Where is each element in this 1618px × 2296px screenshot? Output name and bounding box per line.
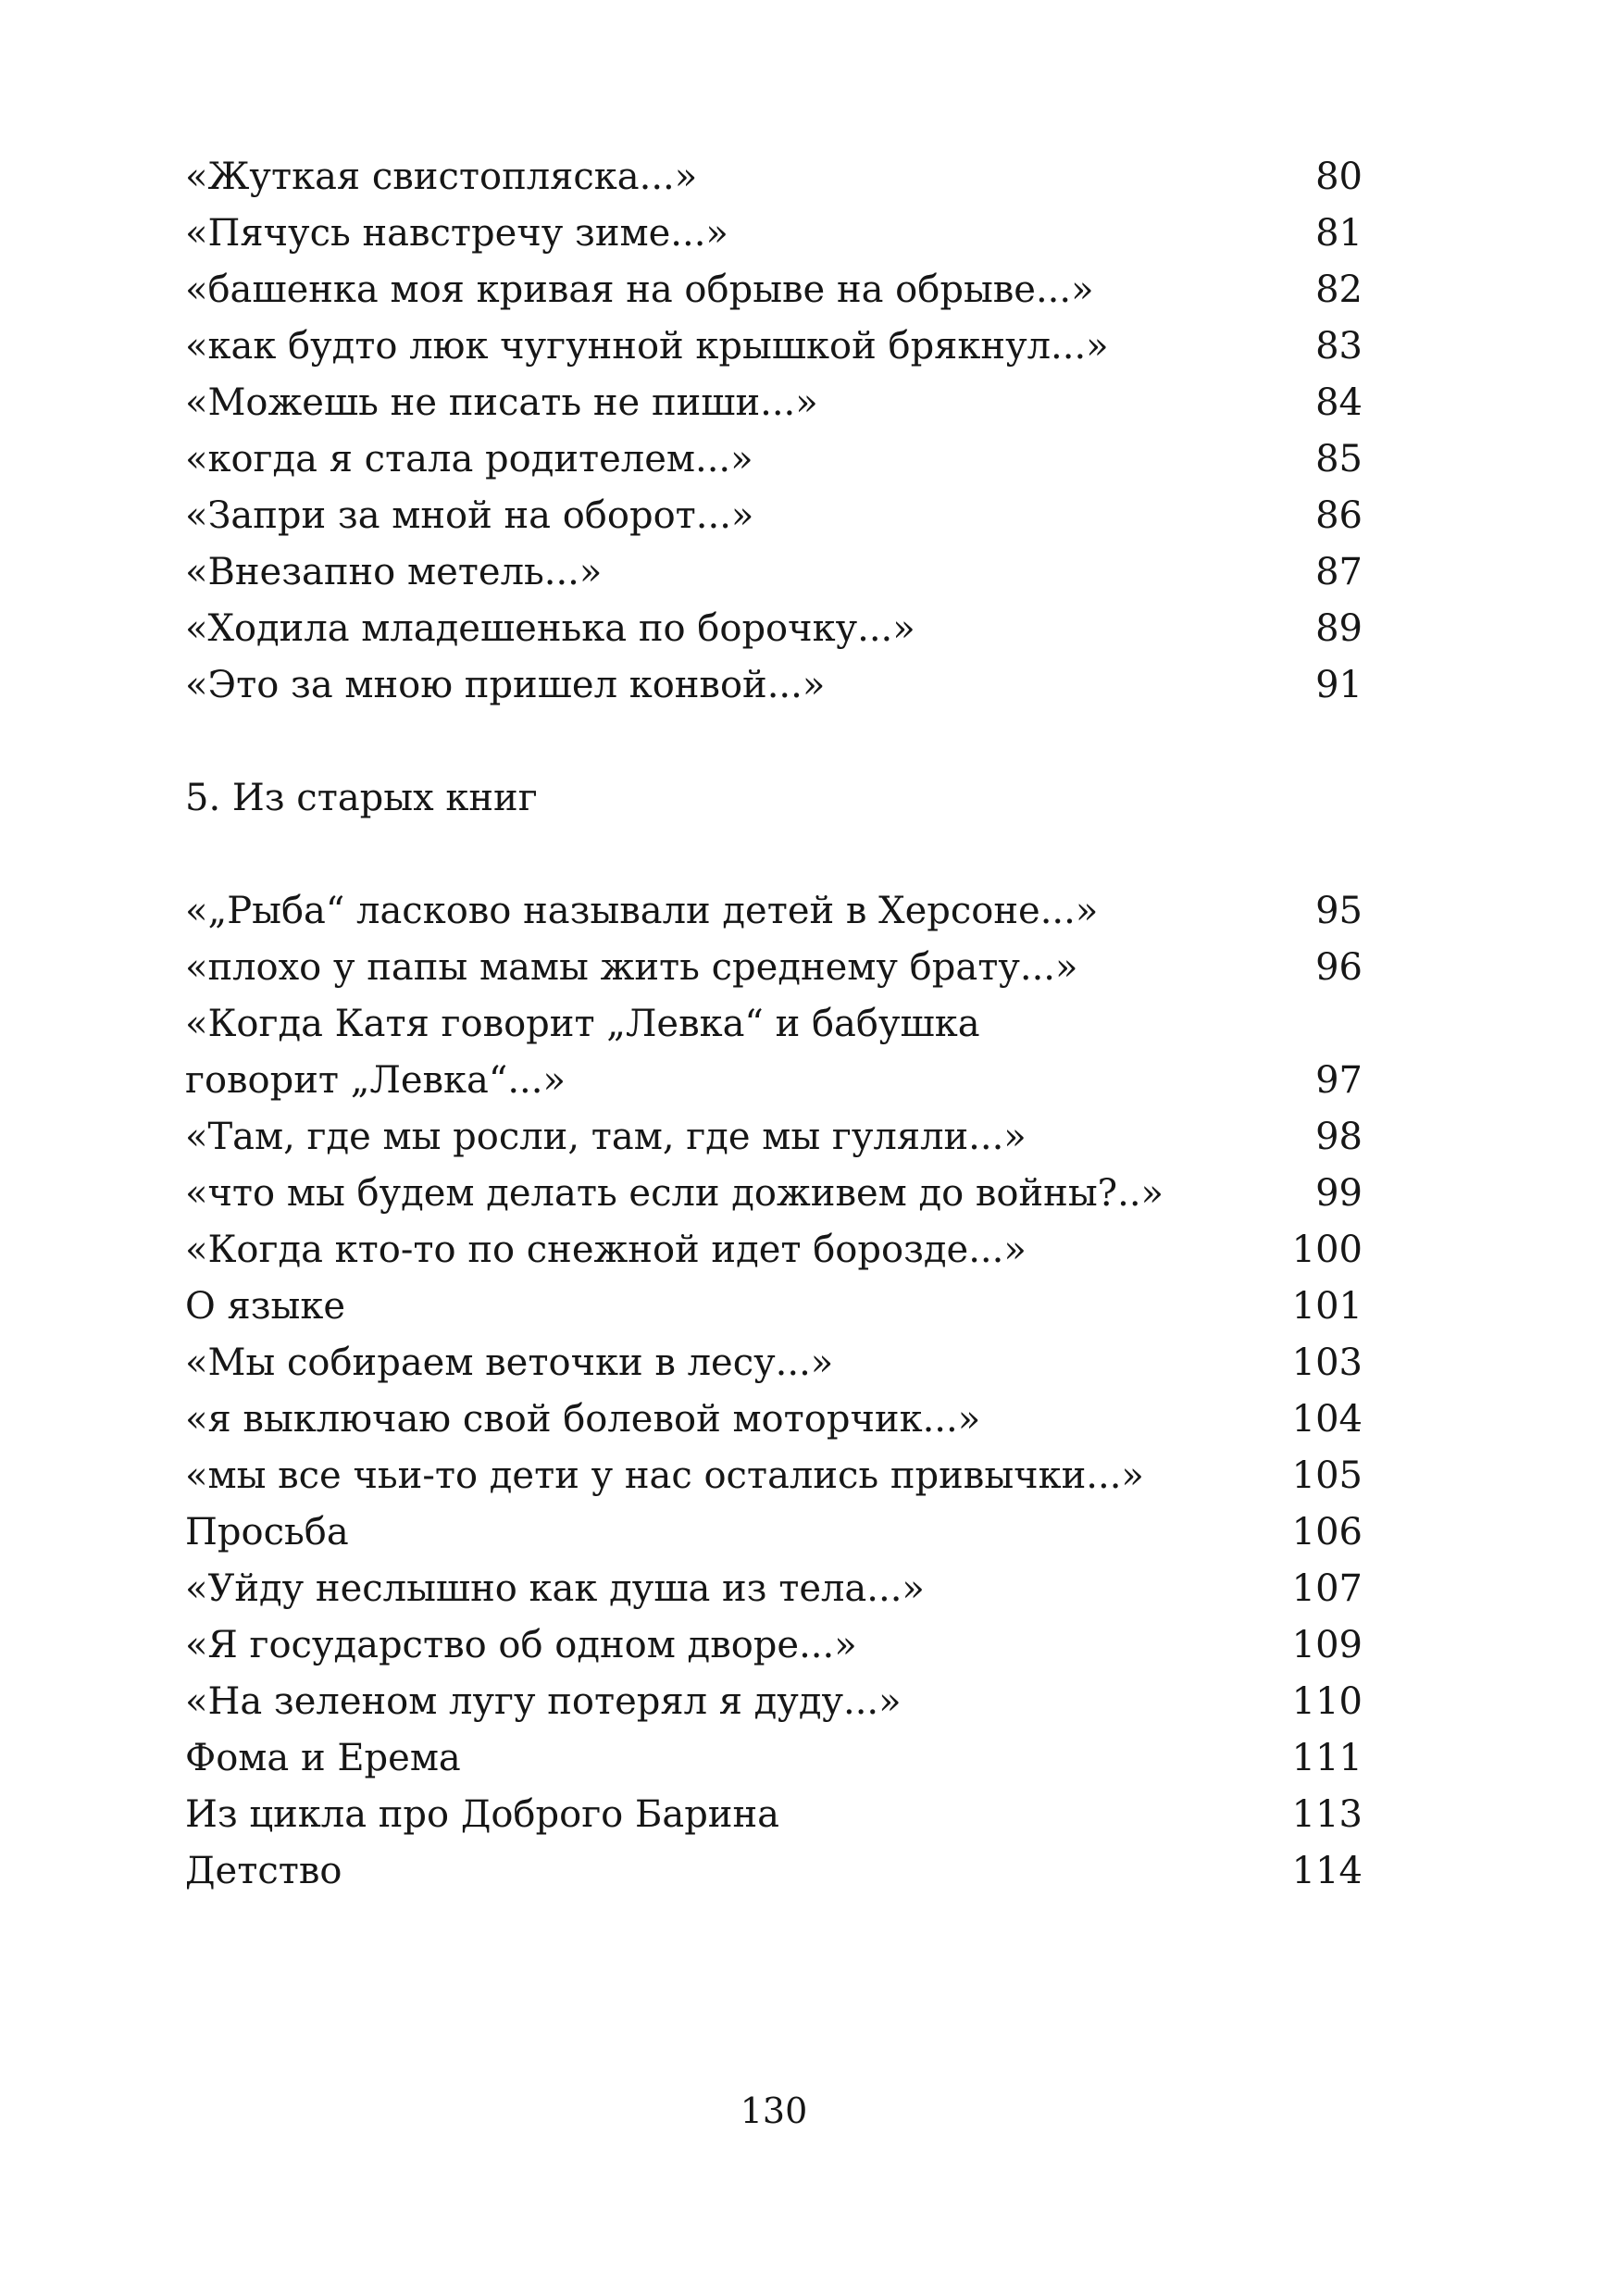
page-number: 130: [740, 2090, 808, 2131]
toc-entry: [185, 206, 1363, 262]
toc-entry: [185, 1391, 1363, 1448]
toc-entry-title: «Пячусь навстречу зиме...»: [185, 212, 728, 255]
toc-entry-page: 89: [1315, 607, 1363, 650]
toc-entry: [185, 1504, 1363, 1561]
toc-entry: [185, 1448, 1363, 1504]
table-of-contents: [185, 149, 1363, 1900]
toc-entry-title: О языке: [185, 1285, 346, 1328]
toc-entry-page: 110: [1291, 1680, 1363, 1723]
toc-entry-title-continuation: говорит „Левка“...»: [185, 1059, 566, 1102]
toc-group-bottom: [185, 883, 1363, 1900]
toc-entry-title: «Запри за мной на оборот...»: [185, 494, 754, 537]
toc-entry: [185, 1279, 1363, 1335]
toc-entry: [185, 1335, 1363, 1391]
toc-entry: [185, 1561, 1363, 1617]
toc-entry-page: 104: [1291, 1398, 1363, 1441]
toc-entry-title: «„Рыба“ ласково называли детей в Херсоне...»: [185, 890, 1099, 932]
toc-entry-page: 83: [1315, 325, 1363, 368]
toc-entry-page: 99: [1315, 1172, 1363, 1215]
toc-entry-title: «Это за мною пришел конвой...»: [185, 664, 826, 706]
toc-entry: [185, 262, 1363, 318]
toc-entry-page: 87: [1315, 551, 1363, 593]
toc-entry-page: 113: [1291, 1793, 1363, 1836]
toc-entry: [185, 1843, 1363, 1900]
toc-entry: [185, 940, 1363, 996]
toc-entry: [185, 544, 1363, 601]
toc-entry-page: 97: [1315, 1059, 1363, 1102]
toc-entry: [185, 375, 1363, 431]
toc-entry: [185, 1166, 1363, 1222]
toc-entry-page: 82: [1315, 268, 1363, 311]
toc-entry-page: 80: [1315, 156, 1363, 198]
toc-entry-title: «когда я стала родителем...»: [185, 438, 753, 480]
toc-entry: [185, 657, 1363, 714]
toc-entry-title: «Я государство об одном дворе...»: [185, 1624, 857, 1666]
toc-entry: [185, 1617, 1363, 1674]
toc-entry-title: «Когда кто-то по снежной идет борозде...»: [185, 1229, 1027, 1271]
toc-entry: [185, 149, 1363, 206]
toc-entry-title: «Внезапно метель...»: [185, 551, 603, 593]
toc-group-top: [185, 149, 1363, 714]
toc-entry: [185, 488, 1363, 544]
toc-entry-title: «как будто люк чугунной крышкой брякнул...»: [185, 325, 1109, 368]
toc-entry-page: 85: [1315, 438, 1363, 480]
toc-entry: [185, 996, 1363, 1109]
toc-entry: [185, 1787, 1363, 1843]
toc-entry-title: «Там, где мы росли, там, где мы гуляли...»: [185, 1116, 1027, 1158]
toc-entry-title: «мы все чьи-то дети у нас остались привычки...»: [185, 1454, 1144, 1497]
toc-entry-title: Детство: [185, 1850, 342, 1892]
toc-entry-page: 91: [1315, 664, 1363, 706]
toc-entry-title: «башенка моя кривая на обрыве на обрыве...»: [185, 268, 1094, 311]
section-heading: 5. Из старых книг: [185, 777, 538, 819]
toc-entry-page: 101: [1291, 1285, 1363, 1328]
toc-entry: [185, 1674, 1363, 1730]
toc-entry-title: «Можешь не писать не пиши...»: [185, 381, 818, 424]
toc-entry-title: Просьба: [185, 1511, 349, 1554]
toc-entry-title: «что мы будем делать если доживем до войны?..»: [185, 1172, 1164, 1215]
toc-entry-page: 105: [1291, 1454, 1363, 1497]
toc-entry: [185, 318, 1363, 375]
toc-entry-page: 86: [1315, 494, 1363, 537]
toc-entry-title: «На зеленом лугу потерял я дуду...»: [185, 1680, 902, 1723]
toc-entry-page: 96: [1315, 946, 1363, 989]
toc-entry-title: «плохо у папы мамы жить среднему брату...»: [185, 946, 1078, 989]
toc-entry-page: 114: [1291, 1850, 1363, 1892]
toc-entry-page: 100: [1291, 1229, 1363, 1271]
toc-entry-title: «Ходила младешенька по борочку...»: [185, 607, 915, 650]
toc-entry-title: «Уйду неслышно как душа из тела...»: [185, 1567, 925, 1610]
toc-entry-page: 81: [1315, 212, 1363, 255]
toc-entry-title: «Когда Катя говорит „Левка“ и бабушка: [185, 1003, 980, 1045]
toc-entry-page: 84: [1315, 381, 1363, 424]
toc-entry: [185, 431, 1363, 488]
toc-entry-page: 109: [1291, 1624, 1363, 1666]
toc-entry: [185, 883, 1363, 940]
toc-entry-page: 103: [1291, 1341, 1363, 1384]
toc-entry-title: «Жуткая свистопляска...»: [185, 156, 698, 198]
toc-entry-title: «я выключаю свой болевой моторчик...»: [185, 1398, 981, 1441]
toc-entry-title: Фома и Ерема: [185, 1737, 461, 1779]
toc-entry-page: 107: [1291, 1567, 1363, 1610]
toc-entry-page: 111: [1291, 1737, 1363, 1779]
toc-entry: [185, 1109, 1363, 1166]
toc-entry: [185, 1730, 1363, 1787]
toc-entry-page: 106: [1291, 1511, 1363, 1554]
toc-entry: [185, 601, 1363, 657]
toc-entry-page: 95: [1315, 890, 1363, 932]
toc-entry-title: Из цикла про Доброго Барина: [185, 1793, 779, 1836]
toc-entry-page: 98: [1315, 1116, 1363, 1158]
toc-entry-title: «Мы собираем веточки в лесу...»: [185, 1341, 834, 1384]
toc-entry: [185, 1222, 1363, 1279]
